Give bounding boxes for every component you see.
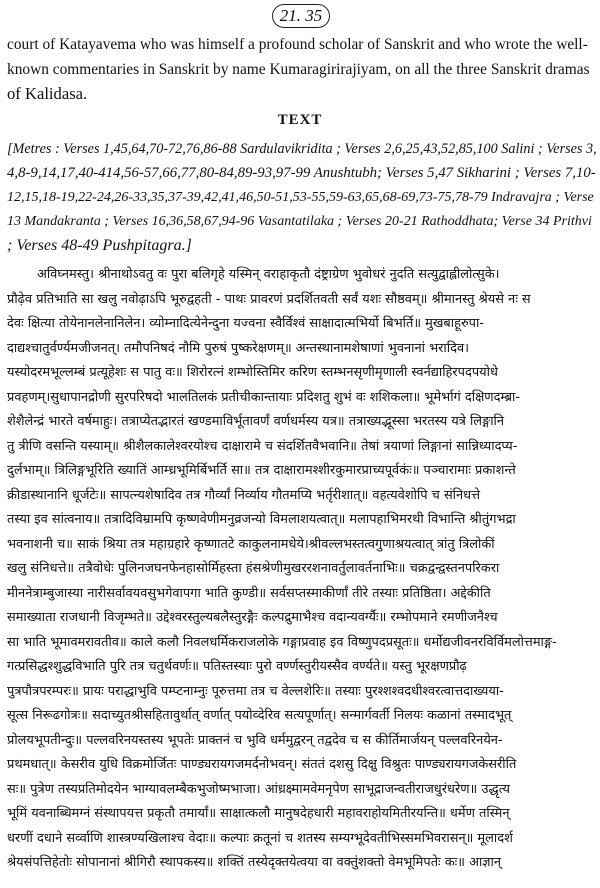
metres-line: 4,8-9,14,17,40-414,56-57,66,77,80-84,89-93,97-99 Anushtubh; Verses 5,47 Sikharini ; Verses 7,10-	[7, 165, 596, 182]
sanskrit-line: देवः क्षित्या तोयेनानलेनानिलेन। व्योम्नादित्येनेन्दुना यज्वना स्वैर्विश्वं साक्षादात्मभिर्यो बिभर्ति॥ मुखबाहूरुपा-	[7, 316, 484, 331]
metres-line: [Metres : Verses 1,45,64,70-72,76,86-88 Sardulavikridita ; Verses 2,6,25,43,52,85,100 Salini ; Verses 3,	[7, 141, 597, 157]
sanskrit-line: प्रथमधात्॥ केसरीव युधि विक्रमोर्जितः पाण्ड्यरायगजमर्दनोभवन्। संततं दशसु दिक्षु विश्रुतः पाण्ड्यरायगजकेसरीति	[7, 757, 517, 772]
sanskrit-line: सः॥ पुत्रेण तस्यप्रतिमोदयेन भाग्यावलम्बैकभुजोष्मभाजा। आंध्रक्ष्मामवेमनृपेण साभूद्राजन्वतीराजधुरंधरेण॥ उद्धृत्य	[7, 781, 510, 797]
section-heading: TEXT	[277, 112, 323, 128]
sanskrit-line: प्रोलयभूपतीन्दुः॥ पल्लवरिनयस्तस्य भूपतेः प्राक्तनं च भुवि धर्ममुद्वरन् तद्वदेव च स कीर्तिमार्जयन् पल्लवरिनयेन-	[7, 732, 503, 748]
sanskrit-line: सूत्स निरूढगोत्रः॥ सदाच्युतश्रीसहितावुर्थात् वर्णात् पयोव्देरिव सत्यपूर्णात्। सन्मार्गवर्ती निलयः कळानां तस्मादभूत्	[7, 708, 512, 723]
sanskrit-line: तु त्रीणि वसन्ति यस्याम्॥ श्रीशैलकालेश्वरयोश्च दाक्षारामे च संदर्शितवैभवानि॥ तेषां त्रयाणां लिङ्गानां सान्निध्यादप्य-	[7, 438, 518, 454]
sanskrit-line: दुर्लभाम्॥ त्रिलिङ्गभूरिति ख्यातिं आम्ध्रभूमिर्बिभर्ति सा॥ तत्र दाक्षारामश्शीरकुमारप्राच्यपूर्वकंः॥ पञ्चारामाः प्रकाशन्ते	[7, 463, 516, 478]
sanskrit-line: सा भाति भूमावमरावतीव॥ काले कलौ निवलधर्मिकराजलोके गङ्गाप्रवाह इव विष्णुपदप्रसूतः॥ धर्मोद्यजीवनरविर्विमलोत्तमाङ्ग-	[7, 634, 557, 650]
sanskrit-line: प्रवहणम्।सुधापानद्रोणी सुरपरिषदो भालतिलकं प्रतीचीकान्तायाः प्रदिशतु शुभं वः शशिकला॥ भूमेर्भागं दक्षिणदम्ब्रा-	[7, 389, 521, 405]
sanskrit-line: तस्या इव सांत्वनाय॥ तत्रादिविम्रामपि कृष्णवेणीमनुव्रजन्यो विमलाशयत्वात्॥ मलापहाभिमरथी विभान्ति श्रीतुंगभद्रा	[7, 512, 516, 527]
sanskrit-line: प्रौढ़ेव प्रतिभाति सा खलु नवोढ़ाऽपि भूरुद्वहती - पाथः प्रावरणं प्रदर्शितवती सर्वं यशः सौष्ठवम्॥ श्रीमानस्तु श्रेयसे नः स	[7, 291, 531, 307]
sanskrit-line: अविघ्नमस्तु। श्रीनाथोऽवतु वः पुरा बलिगृहे यस्मिन् वराहाकृतौ दंष्ट्राग्रेण भुवोधरं नुदति सत्युद्वाह्लीलोत्सुके।	[37, 267, 500, 282]
sanskrit-line: भवनाशनी च॥ साकं श्रिया तत्र महाग्रहारे कृष्णातटे काकुलनामधेये।श्रीवल्लभस्तत्वगुणाश्रयत्वात् त्रांतु त्रिलोकीं	[7, 536, 495, 552]
sanskrit-line: शेशैलेन्द्रं भारते वर्षमाहुः। तत्राप्येतद्भारतं खण्डमाविर्भूतावर्णं वर्णधर्मस्य यत्र॥ तत्राख्यद्भूस्सा भरतस्य यत्रे लिङ्गानि	[7, 414, 505, 429]
page-number: 21. 35	[272, 4, 330, 28]
sanskrit-line: श्रेयसंपत्तिहेतोः सोपानानां श्रीगिरौ स्थापकस्य॥ शक्तिं तस्येदृक्तयेत्वया वा वक्तुंशक्तो वेमभूमिपतेः कः॥ आज्ञान्	[7, 855, 502, 870]
sanskrit-line: गत्प्रसिद्धश्शुद्धविभाति पुरि तत्र चतुर्थवर्णः॥ पतिस्तस्याः पुरो वर्ण्णस्तुरीयस्सैव वर्ण्यते॥ यस्तु भूरक्षणप्रौढ़	[7, 659, 467, 674]
sanskrit-line: यस्योदरमभूल्लम्बं प्रत्यूहेशः स पातु वः॥ शिरोरत्नं शम्भोस्तिमिर करिण स्तम्भनसृणीमृणाली स्वर्नद्याहिरपदपयोधे	[7, 365, 498, 380]
sanskrit-line: पुत्रपौत्रपरम्परः॥ प्रायः पराद्धाभुवि पम्प्टनाम्नुः पूरुत्तमा तत्र च वेल्लशेरिः॥ तस्याः पुरश्शश्वदधीश्वरत्वात्तदाख्यया-	[7, 683, 504, 699]
intro-line: of Kalidasa.	[7, 84, 88, 103]
sanskrit-line: समाख्याता राजधानी विजृम्भते॥ उद्देश्वरस्तुल्यबलैस्तुरङ्गैः कल्पद्रुमाभैश्च वदान्यवर्ग्यैः॥ रम्भोपमाने रमणीजनैश्च	[7, 610, 498, 625]
sanskrit-line: भूमिं यवनाब्धिमग्नं संस्थापयत्त प्रकृतौ तमार्यां॥ साक्षात्कलौ मानुषदेहधारी महावराहोयमितीरयन्ति॥ धर्मेण तस्मिन्	[7, 806, 510, 821]
sanskrit-line: खलु संनिधत्ते॥ तत्रैवोधेः पुलिनजघनफेनहासोर्मिहस्ता हंसश्रेणीमुखररशनावर्तुलावर्तनाभिः॥ चक्रद्वन्द्वस्तनपरिकरा	[7, 561, 500, 576]
sanskrit-line: दाद्यश्चातुर्वर्ण्यमजीजनत्। तमौपनिषदं नौमि पुरुषं पुष्करेक्षणम्॥ अन्तस्थानामशेषाणां भुवनानां भरादिव।	[7, 340, 470, 356]
sanskrit-line: क्रीडास्थानानि धूर्जटेः॥ सापत्न्यशेषादिव तत्र गौर्व्यां निर्व्याय गौतमप्यि भर्तृरीशात्॥ वहत्यवेशोपि च संनिधत्ते	[7, 487, 481, 503]
intro-line: court of Katayavema who was himself a profound scholar of Sanskrit and who wrote the well-	[7, 36, 588, 53]
sanskrit-line: धरणीं दधाने सर्व्वाणि शास्त्रण्यखिलाश्च वेदाः॥ कल्पाः क्रतूनां च शतस्य सम्यग्भूदेवतीभिस्समभिवरासन्॥ मूलादर्श	[7, 830, 513, 846]
metres-line: ; Verses 48-49 Pushpitagra.]	[7, 237, 192, 255]
sanskrit-line: मीननेत्राम्बुजास्या नारीसर्वावयवसुभगेवापगा भाति कुण्डी॥ सर्वसप्तस्माकीर्णां तीरे तस्याः प्रतिष्ठिता। अद्देकीति	[7, 585, 491, 601]
metres-line: 13 Mandakranta ; Verses 16,36,58,67,94-96 Vasantatilaka ; Verses 20-21 Rathoddhata; Verse 34 Prithvi	[7, 213, 592, 229]
metres-line: 12,15,18-19,22-24,26-33,35,37-39,42,41,46,50-51,53-55,59-63,65,68-69,73-75,78-79 Indravajra ; Verse	[7, 189, 594, 205]
metres-note	[7, 137, 597, 258]
intro-paragraph	[7, 33, 595, 107]
sanskrit-text	[7, 263, 597, 888]
intro-line: known commentaries in Sanskrit by name Kumaragirirajiyam, on all the three Sanskrit dramas	[7, 60, 590, 78]
